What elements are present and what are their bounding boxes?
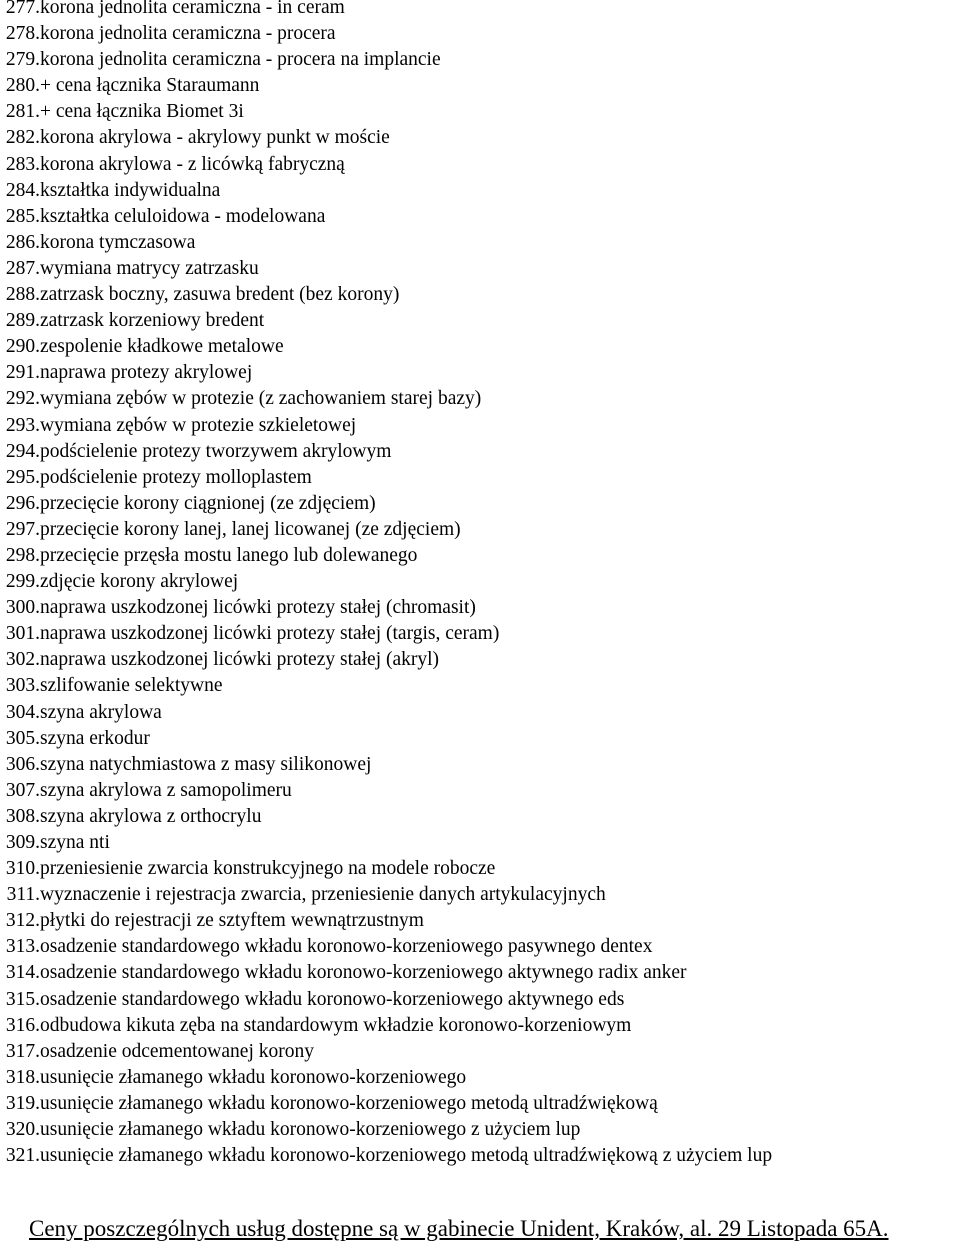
item-text: korona tymczasowa xyxy=(40,231,196,253)
item-number: 301. xyxy=(5,623,40,645)
item-text: usunięcie złamanego wkładu koronowo-korzeniowego metodą ultradźwiękową xyxy=(40,1092,658,1114)
item-text: zdjęcie korony akrylowej xyxy=(40,571,239,593)
item-number: 284. xyxy=(5,179,40,201)
item-number: 303. xyxy=(5,675,40,697)
list-item xyxy=(0,360,772,386)
list-item xyxy=(0,282,772,308)
item-text: zatrzask korzeniowy bredent xyxy=(40,310,265,332)
item-number: 292. xyxy=(5,388,40,410)
item-number: 307. xyxy=(5,779,40,801)
item-text: przecięcie przęsła mostu lanego lub dolewanego xyxy=(40,544,418,566)
item-text: naprawa protezy akrylowej xyxy=(40,362,253,384)
list-item xyxy=(0,804,772,830)
item-number: 311. xyxy=(6,884,40,906)
item-number: 283. xyxy=(5,153,40,175)
item-text: korona akrylowa - akrylowy punkt w moście xyxy=(40,127,390,149)
item-text: + cena łącznika Biomet 3i xyxy=(40,101,244,123)
item-text: usunięcie złamanego wkładu koronowo-korzeniowego metodą ultradźwiękową z użyciem lup xyxy=(40,1145,773,1167)
item-number: 287. xyxy=(5,257,40,279)
list-item xyxy=(0,726,772,752)
list-item xyxy=(0,1065,772,1091)
item-number: 306. xyxy=(5,753,40,775)
list-item xyxy=(0,1039,772,1065)
item-text: wymiana matrycy zatrzasku xyxy=(40,257,259,279)
list-item xyxy=(0,386,772,412)
list-item xyxy=(0,308,772,334)
item-text: usunięcie złamanego wkładu koronowo-korzeniowego xyxy=(40,1066,467,1088)
item-text: odbudowa kikuta zęba na standardowym wkładzie koronowo-korzeniowym xyxy=(40,1014,632,1036)
item-number: 294. xyxy=(5,440,40,462)
item-number: 296. xyxy=(5,492,40,514)
item-number: 308. xyxy=(5,805,40,827)
item-text: korona jednolita ceramiczna - procera xyxy=(40,23,336,45)
list-item xyxy=(0,178,772,204)
item-number: 315. xyxy=(5,988,40,1010)
item-text: wyznaczenie i rejestracja zwarcia, przeniesienie danych artykulacyjnych xyxy=(40,884,606,906)
item-number: 313. xyxy=(5,936,40,958)
item-text: osadzenie standardowego wkładu koronowo-korzeniowego aktywnego eds xyxy=(40,988,625,1010)
list-item xyxy=(0,413,772,439)
list-item xyxy=(0,882,772,908)
list-item xyxy=(0,830,772,856)
item-text: naprawa uszkodzonej licówki protezy stałej (akryl) xyxy=(40,649,440,671)
item-number: 288. xyxy=(5,284,40,306)
item-text: kształtka indywidualna xyxy=(40,179,221,201)
list-item xyxy=(0,1117,772,1143)
item-text: płytki do rejestracji ze sztyftem wewnątrzustnym xyxy=(40,910,424,932)
item-text: szyna akrylowa z orthocrylu xyxy=(40,805,262,827)
list-item xyxy=(0,47,772,73)
item-text: podścielenie protezy molloplastem xyxy=(40,466,312,488)
item-text: szyna akrylowa z samopolimeru xyxy=(40,779,292,801)
list-item xyxy=(0,73,772,99)
item-number: 318. xyxy=(5,1066,40,1088)
item-number: 299. xyxy=(5,571,40,593)
item-number: 291. xyxy=(5,362,40,384)
item-number: 305. xyxy=(5,727,40,749)
list-item xyxy=(0,700,772,726)
item-text: osadzenie odcementowanej korony xyxy=(40,1040,314,1062)
item-number: 278. xyxy=(5,23,40,45)
price-footer-note: Ceny poszczególnych usług dostępne są w gabinecie Unident, Kraków, al. 29 Listopada 65A. xyxy=(29,1216,889,1241)
list-item xyxy=(0,99,772,125)
list-item xyxy=(0,647,772,673)
item-number: 314. xyxy=(5,962,40,984)
list-item xyxy=(0,517,772,543)
list-item xyxy=(0,21,772,47)
list-item xyxy=(0,204,772,230)
list-item xyxy=(0,934,772,960)
list-item xyxy=(0,856,772,882)
item-number: 320. xyxy=(5,1119,40,1141)
item-number: 279. xyxy=(5,49,40,71)
item-number: 293. xyxy=(5,414,40,436)
item-number: 295. xyxy=(5,466,40,488)
list-item xyxy=(0,439,772,465)
item-text: osadzenie standardowego wkładu koronowo-korzeniowego aktywnego radix anker xyxy=(40,962,687,984)
item-text: szyna erkodur xyxy=(40,727,150,749)
item-number: 300. xyxy=(5,597,40,619)
list-item xyxy=(0,0,772,21)
item-text: podścielenie protezy tworzywem akrylowym xyxy=(40,440,392,462)
item-number: 309. xyxy=(5,832,40,853)
item-text: szyna nti xyxy=(40,832,110,853)
list-item xyxy=(0,465,772,491)
list-item xyxy=(0,908,772,934)
item-text: szlifowanie selektywne xyxy=(40,675,223,697)
item-number: 277. xyxy=(5,0,40,18)
list-item xyxy=(0,230,772,256)
item-number: 302. xyxy=(5,649,40,671)
item-number: 304. xyxy=(5,701,40,723)
item-number: 280. xyxy=(5,75,40,97)
list-item xyxy=(0,1143,772,1169)
item-number: 298. xyxy=(5,544,40,566)
item-text: korona jednolita ceramiczna - procera na implancie xyxy=(40,49,441,71)
item-text: naprawa uszkodzonej licówki protezy stałej (targis, ceram) xyxy=(40,623,500,645)
item-text: osadzenie standardowego wkładu koronowo-korzeniowego pasywnego dentex xyxy=(40,936,653,958)
list-item xyxy=(0,491,772,517)
item-text: zespolenie kładkowe metalowe xyxy=(40,336,284,358)
list-item xyxy=(0,960,772,986)
list-item xyxy=(0,987,772,1013)
item-text: szyna natychmiastowa z masy silikonowej xyxy=(40,753,372,775)
item-number: 312. xyxy=(5,910,40,932)
item-number: 282. xyxy=(5,127,40,149)
item-text: szyna akrylowa xyxy=(40,701,162,723)
item-text: przecięcie korony ciągnionej (ze zdjęciem) xyxy=(40,492,376,514)
item-text: korona akrylowa - z licówką fabryczną xyxy=(40,153,345,175)
item-number: 319. xyxy=(5,1092,40,1114)
item-number: 297. xyxy=(5,518,40,540)
list-item xyxy=(0,1013,772,1039)
list-item xyxy=(0,152,772,178)
item-number: 281. xyxy=(5,101,40,123)
item-number: 286. xyxy=(5,231,40,253)
list-item xyxy=(0,334,772,360)
list-item xyxy=(0,543,772,569)
item-number: 317. xyxy=(5,1040,40,1062)
item-text: przecięcie korony lanej, lanej licowanej (ze zdjęciem) xyxy=(40,518,461,540)
list-item xyxy=(0,778,772,804)
item-number: 316. xyxy=(5,1014,40,1036)
list-item xyxy=(0,752,772,778)
item-text: usunięcie złamanego wkładu koronowo-korzeniowego z użyciem lup xyxy=(40,1119,581,1141)
list-item xyxy=(0,1091,772,1117)
item-number: 310. xyxy=(5,858,40,880)
item-text: wymiana zębów w protezie szkieletowej xyxy=(40,414,357,436)
list-item xyxy=(0,673,772,699)
item-number: 289. xyxy=(5,310,40,332)
list-item xyxy=(0,256,772,282)
item-text: kształtka celuloidowa - modelowana xyxy=(40,205,326,227)
item-text: zatrzask boczny, zasuwa bredent (bez korony) xyxy=(40,284,400,306)
item-number: 285. xyxy=(5,205,40,227)
item-text: korona jednolita ceramiczna - in ceram xyxy=(40,0,345,18)
item-text: + cena łącznika Staraumann xyxy=(40,75,260,97)
item-number: 290. xyxy=(5,336,40,358)
list-item xyxy=(0,621,772,647)
item-text: przeniesienie zwarcia konstrukcyjnego na modele robocze xyxy=(40,858,496,880)
item-text: wymiana zębów w protezie (z zachowaniem starej bazy) xyxy=(40,388,482,410)
list-item xyxy=(0,569,772,595)
list-item xyxy=(0,595,772,621)
list-item xyxy=(0,125,772,151)
item-text: naprawa uszkodzonej licówki protezy stałej (chromasit) xyxy=(40,597,476,619)
item-number: 321. xyxy=(5,1145,40,1167)
